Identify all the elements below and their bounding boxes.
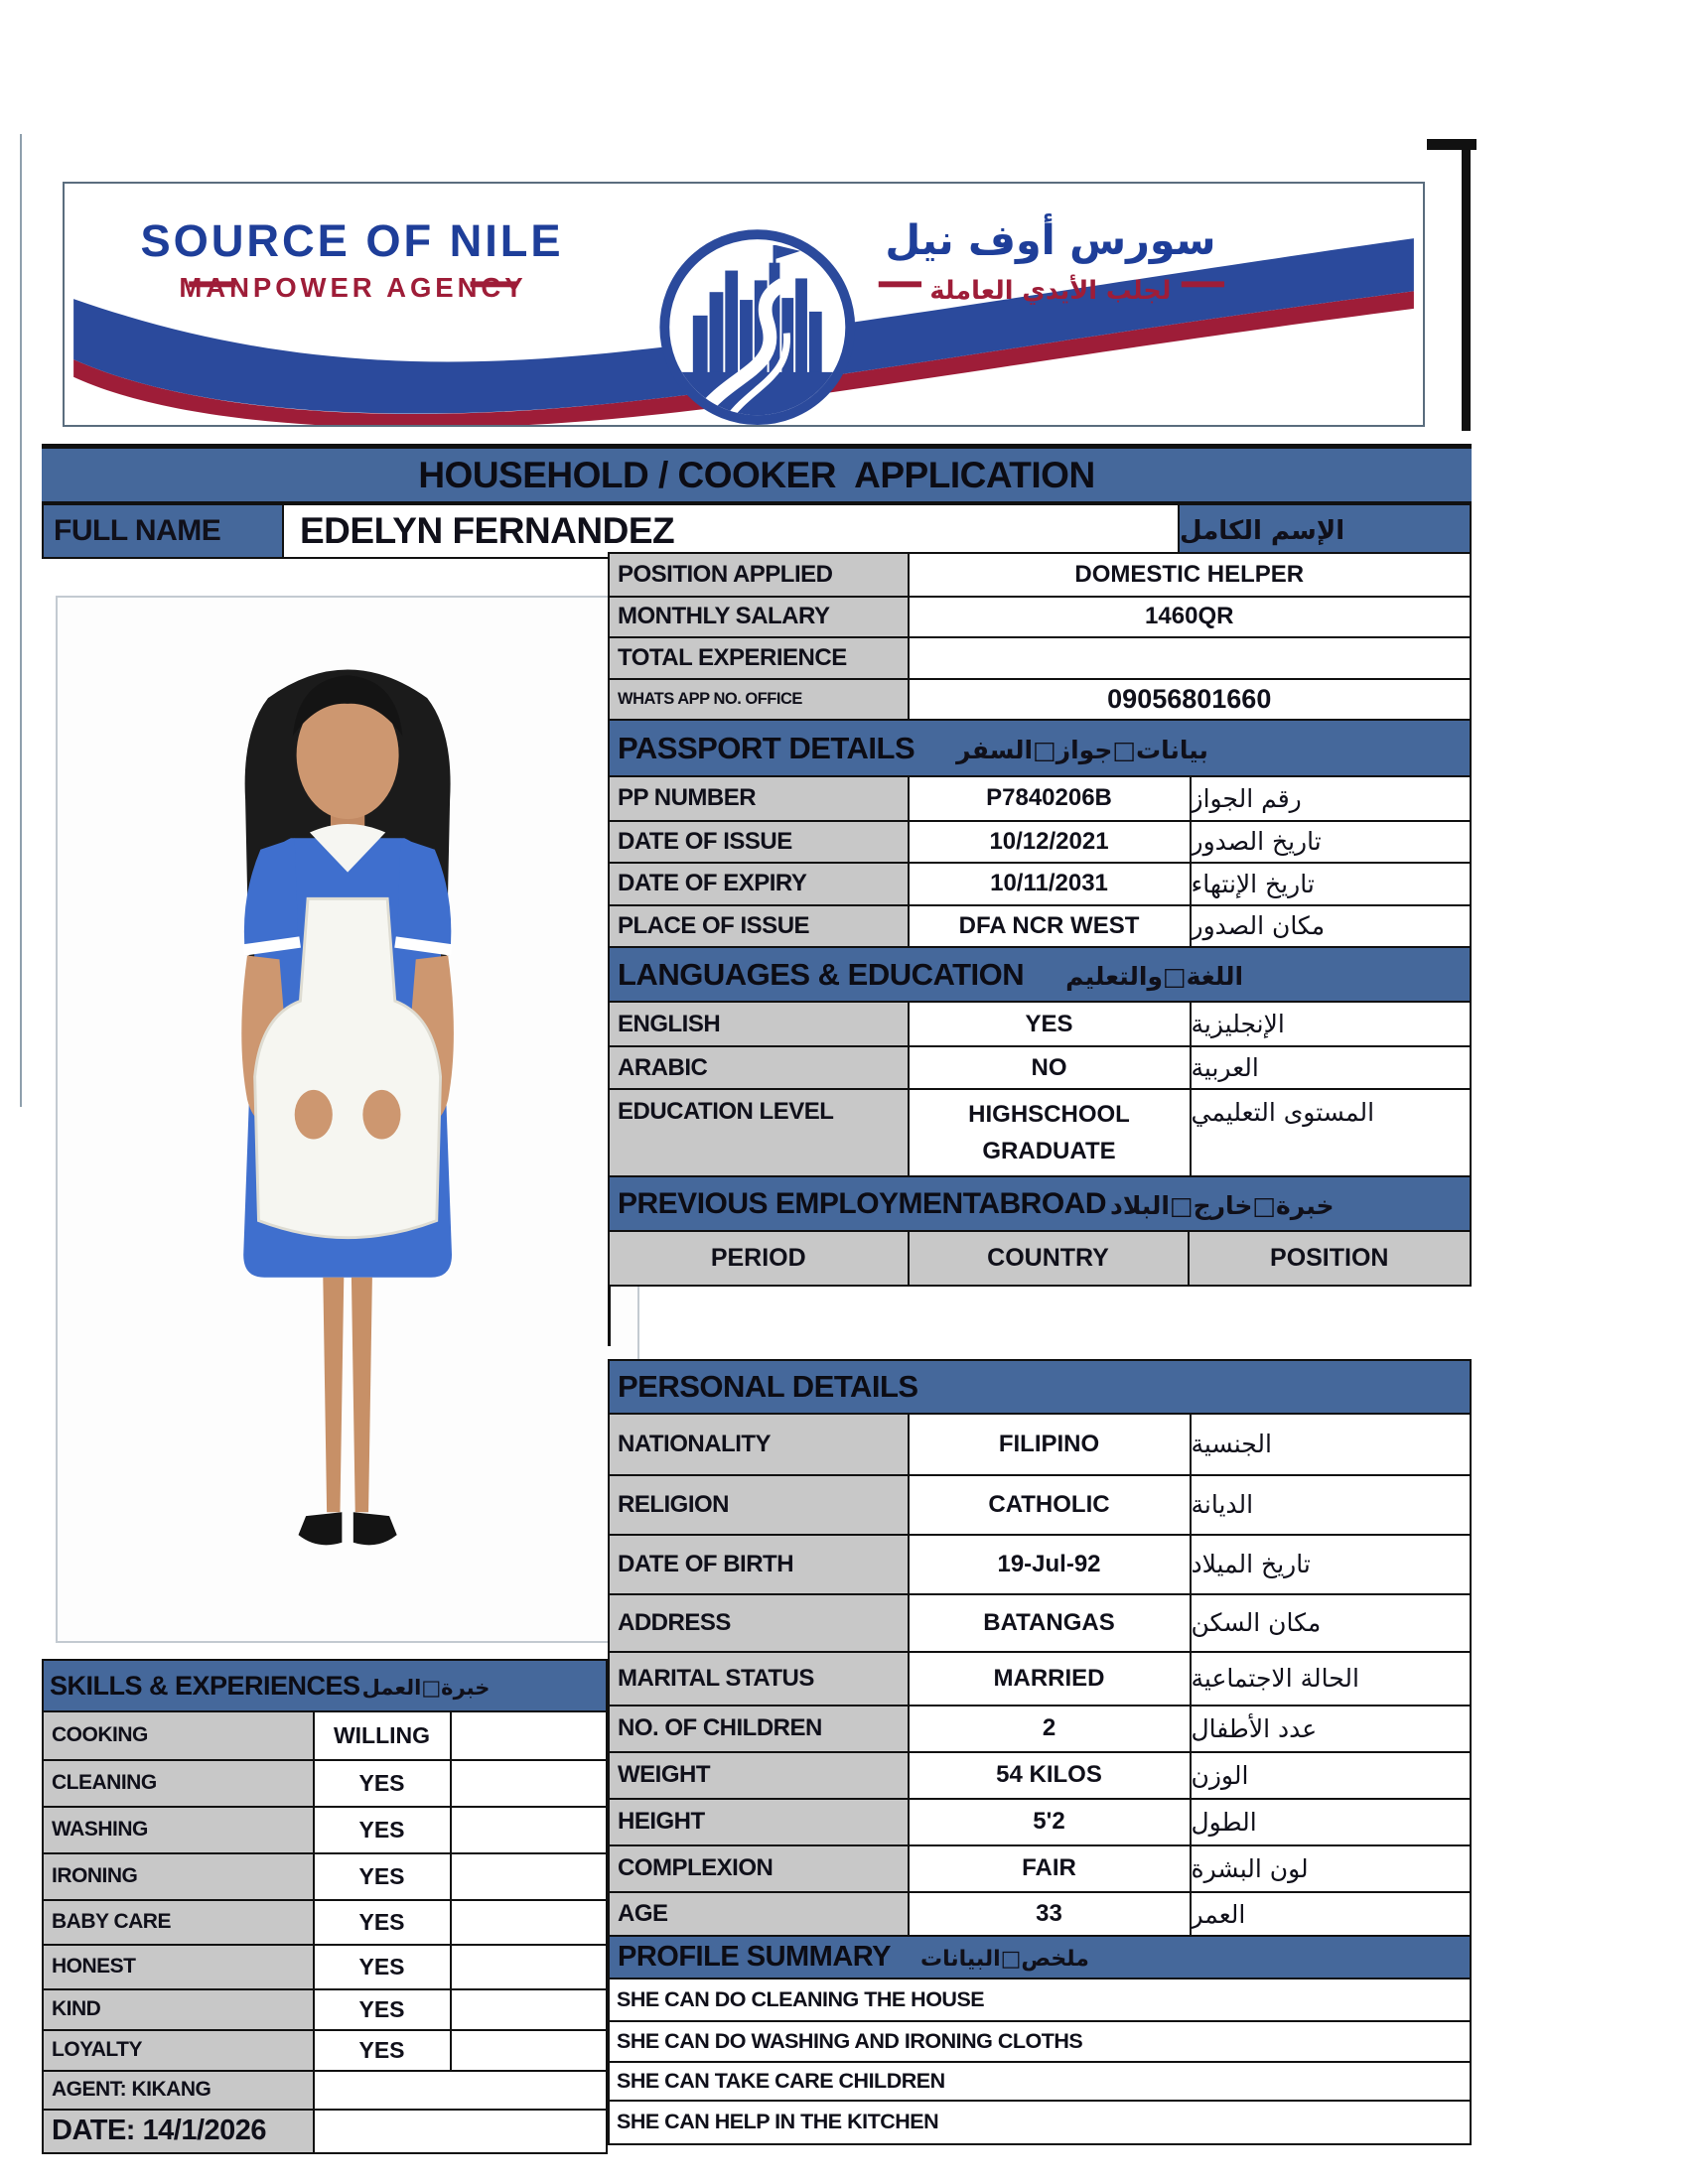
height-value: 5'2 xyxy=(1033,1808,1065,1835)
logo-emblem-icon xyxy=(664,234,850,420)
education-level-label-arabic: المستوى التعليمي xyxy=(1190,1090,1471,1175)
logo-name-en: SOURCE OF NILE xyxy=(140,214,564,266)
previous-employment-header xyxy=(608,1175,1472,1233)
table-row xyxy=(44,2029,606,2070)
children-value: 2 xyxy=(1042,1714,1056,1741)
marital-status-label-arabic: الحالة الاجتماعية xyxy=(1190,1653,1471,1705)
height-label-arabic: الطول xyxy=(1190,1800,1471,1844)
full-name-value: EDELYN FERNANDEZ xyxy=(284,505,1178,557)
honest-value: YES xyxy=(315,1946,452,1988)
pp-number-label-arabic: رقم الجواز xyxy=(1190,777,1471,820)
table-row xyxy=(610,1751,1470,1798)
country-column-header: COUNTRY xyxy=(910,1232,1190,1285)
age-label-arabic: العمر xyxy=(1190,1893,1471,1936)
full-name-label: FULL NAME xyxy=(44,505,284,557)
total-experience-label: TOTAL EXPERIENCE xyxy=(610,638,910,678)
arabic-label-arabic: العربية xyxy=(1190,1047,1471,1088)
profile-summary-item: SHE CAN HELP IN THE KITCHEN xyxy=(610,2100,1470,2143)
weight-value: 54 KILOS xyxy=(996,1761,1102,1788)
complexion-value: FAIR xyxy=(1022,1854,1076,1881)
table-row xyxy=(610,1891,1470,1936)
empty-cell xyxy=(452,1990,607,2029)
empty-cell xyxy=(315,2111,607,2152)
table-row xyxy=(44,1899,606,1944)
date-value: DATE: 14/1/2026 xyxy=(44,2111,315,2152)
kind-value: YES xyxy=(315,1990,452,2029)
table-row xyxy=(610,596,1470,637)
washing-value: YES xyxy=(315,1808,452,1852)
age-value: 33 xyxy=(1036,1900,1062,1927)
table-row xyxy=(610,1415,1470,1474)
profile-summary-item: SHE CAN DO CLEANING THE HOUSE xyxy=(610,1979,1470,2020)
ironing-value: YES xyxy=(315,1854,452,1899)
agent-value: AGENT: KIKANG xyxy=(44,2072,315,2109)
english-value: YES xyxy=(1025,1010,1073,1037)
empty-gap xyxy=(608,1287,1472,1359)
full-name-row xyxy=(42,503,1472,559)
empty-cell xyxy=(452,1808,607,1852)
table-row xyxy=(44,1944,606,1988)
scan-artifact-corner-bar xyxy=(1427,139,1477,150)
table-row xyxy=(610,1705,1470,1751)
languages-education-title: LANGUAGES & EDUCATION xyxy=(618,956,1025,992)
scan-artifact-right-line xyxy=(1462,139,1471,431)
table-row xyxy=(44,1988,606,2029)
table-row xyxy=(610,1045,1470,1088)
profile-summary-item: SHE CAN DO WASHING AND IRONING CLOTHS xyxy=(610,2020,1470,2061)
nationality-value: FILIPINO xyxy=(998,1430,1100,1457)
complexion-label-arabic: لون البشرة xyxy=(1190,1846,1471,1891)
loyalty-value: YES xyxy=(315,2031,452,2070)
profile-summary-item: SHE CAN TAKE CARE CHILDREN xyxy=(610,2061,1470,2100)
total-experience-value xyxy=(910,638,1471,678)
date-of-issue-label: DATE OF ISSUE xyxy=(610,822,910,863)
empty-cell xyxy=(452,2031,607,2070)
previous-employment-title: PREVIOUS EMPLOYMENTABROAD xyxy=(618,1186,1106,1220)
personal-details-table xyxy=(608,1413,1472,1938)
languages-education-title-arabic: اللغة□والتعليم xyxy=(1065,962,1244,991)
agency-logo-banner xyxy=(63,182,1425,427)
pp-number-value: P7840206B xyxy=(986,784,1112,812)
table-row xyxy=(610,862,1470,904)
cleaning-label: CLEANING xyxy=(44,1761,315,1806)
english-label-arabic: الإنجليزية xyxy=(1190,1003,1471,1045)
children-label-arabic: عدد الأطفال xyxy=(1190,1706,1471,1751)
religion-value: CATHOLIC xyxy=(988,1490,1110,1518)
arabic-value: NO xyxy=(1031,1053,1067,1081)
monthly-salary-label: MONTHLY SALARY xyxy=(610,598,910,637)
table-row xyxy=(44,1712,606,1759)
religion-label: RELIGION xyxy=(610,1476,910,1534)
weight-label: WEIGHT xyxy=(610,1753,910,1798)
place-of-issue-label-arabic: مكان الصدور xyxy=(1190,906,1471,947)
kind-label: KIND xyxy=(44,1990,315,2029)
table-row xyxy=(44,1852,606,1899)
address-label-arabic: مكان السكن xyxy=(1190,1595,1471,1651)
previous-employment-title-arabic: خبرة□خارج□البلاد xyxy=(1109,1191,1335,1220)
passport-details-title-arabic: بيانات□جواز□السفر xyxy=(956,736,1208,764)
ironing-label: IRONING xyxy=(44,1854,315,1899)
date-of-birth-value: 19-Jul-92 xyxy=(997,1550,1101,1577)
loyalty-label: LOYALTY xyxy=(44,2031,315,2070)
personal-details-title: PERSONAL DETAILS xyxy=(618,1369,918,1404)
place-of-issue-label: PLACE OF ISSUE xyxy=(610,906,910,947)
table-row xyxy=(610,1593,1470,1651)
languages-table xyxy=(608,1001,1472,1177)
table-row xyxy=(610,1534,1470,1593)
weight-label-arabic: الوزن xyxy=(1190,1753,1471,1798)
place-of-issue-value: DFA NCR WEST xyxy=(958,911,1140,939)
pp-number-label: PP NUMBER xyxy=(610,777,910,820)
date-of-expiry-value: 10/11/2031 xyxy=(990,870,1108,897)
honest-label: HONEST xyxy=(44,1946,315,1988)
arabic-label: ARABIC xyxy=(610,1047,910,1088)
skills-column xyxy=(42,1659,608,2154)
profile-summary-title-arabic: ملخص□البيانات xyxy=(919,1947,1089,1972)
applicant-figure xyxy=(64,618,632,1641)
height-label: HEIGHT xyxy=(610,1800,910,1844)
table-row xyxy=(610,1003,1470,1045)
skills-title-arabic: خبرة□العمل xyxy=(361,1676,491,1700)
empty-cell xyxy=(452,1761,607,1806)
age-label: AGE xyxy=(610,1893,910,1936)
details-column xyxy=(608,552,1472,2145)
marital-status-value: MARRIED xyxy=(993,1664,1105,1692)
position-applied-value: DOMESTIC HELPER xyxy=(1074,560,1305,588)
applicant-photo xyxy=(56,596,639,1643)
empty-cell xyxy=(452,1854,607,1899)
table-row xyxy=(610,1088,1470,1175)
personal-details-header xyxy=(608,1359,1472,1415)
baby-care-value: YES xyxy=(315,1901,452,1944)
position-applied-label: POSITION APPLIED xyxy=(610,554,910,596)
empty-cell xyxy=(452,1901,607,1944)
document-title-bar xyxy=(42,444,1472,503)
scan-artifact-left-line xyxy=(20,134,22,1107)
table-row xyxy=(44,1759,606,1806)
education-level-value: HIGHSCHOOL GRADUATE xyxy=(968,1101,1130,1165)
document-title: HOUSEHOLD / COOKER APPLICATION xyxy=(418,454,1095,495)
date-of-expiry-label-arabic: تاريخ الإنتهاء xyxy=(1190,864,1471,904)
date-of-birth-label-arabic: تاريخ الميلاد xyxy=(1190,1536,1471,1593)
table-row xyxy=(610,678,1470,720)
empty-cell xyxy=(452,1946,607,1988)
date-of-expiry-label: DATE OF EXPIRY xyxy=(610,864,910,904)
table-row xyxy=(610,1844,1470,1891)
cleaning-value: YES xyxy=(315,1761,452,1806)
nationality-label: NATIONALITY xyxy=(610,1415,910,1474)
skills-header xyxy=(42,1659,608,1712)
logo-tagline-en: MANPOWER AGENCY xyxy=(179,272,527,304)
logo-tagline-ar: لجلب الأيدي العاملة xyxy=(929,276,1172,307)
previous-employment-columns xyxy=(608,1230,1472,1287)
table-row xyxy=(610,1798,1470,1844)
table-row xyxy=(610,1474,1470,1534)
passport-table xyxy=(608,775,1472,948)
profile-summary-header xyxy=(608,1935,1472,1979)
table-row xyxy=(610,1232,1470,1285)
empty-cell xyxy=(452,1712,607,1759)
languages-education-header xyxy=(608,946,1472,1004)
religion-label-arabic: الديانة xyxy=(1190,1476,1471,1534)
empty-cell xyxy=(315,2072,607,2109)
table-row xyxy=(44,1806,606,1852)
skills-table xyxy=(42,1710,608,2154)
address-label: ADDRESS xyxy=(610,1595,910,1651)
period-column-header: PERIOD xyxy=(610,1232,910,1285)
whatsapp-office-value: 09056801660 xyxy=(1107,683,1272,714)
table-row xyxy=(610,1651,1470,1705)
date-of-issue-value: 10/12/2021 xyxy=(989,827,1109,855)
table-row xyxy=(610,777,1470,820)
education-level-label: EDUCATION LEVEL xyxy=(610,1090,910,1175)
position-column-header: POSITION xyxy=(1190,1232,1471,1285)
washing-label: WASHING xyxy=(44,1808,315,1852)
cooking-value: WILLING xyxy=(315,1712,452,1759)
table-row xyxy=(610,904,1470,947)
profile-summary-list xyxy=(608,1978,1472,2145)
nationality-label-arabic: الجنسية xyxy=(1190,1415,1471,1474)
logo-name-ar: سورس أوف نيل xyxy=(885,215,1216,264)
full-name-label-arabic: الإسم الكامل xyxy=(1178,505,1470,557)
table-border-stub xyxy=(608,1287,611,1346)
children-label: NO. OF CHILDREN xyxy=(610,1706,910,1751)
english-label: ENGLISH xyxy=(610,1003,910,1045)
address-value: BATANGAS xyxy=(983,1608,1115,1636)
date-of-birth-label: DATE OF BIRTH xyxy=(610,1536,910,1593)
table-row xyxy=(610,554,1470,596)
monthly-salary-value: 1460QR xyxy=(1145,603,1234,630)
skills-title: SKILLS & EXPERIENCES xyxy=(50,1670,360,1701)
table-row xyxy=(610,820,1470,863)
table-row xyxy=(610,636,1470,678)
agent-row xyxy=(44,2070,606,2109)
marital-status-label: MARITAL STATUS xyxy=(610,1653,910,1705)
passport-details-header xyxy=(608,719,1472,778)
cooking-label: COOKING xyxy=(44,1712,315,1759)
passport-details-title: PASSPORT DETAILS xyxy=(618,730,915,765)
profile-summary-title: PROFILE SUMMARY xyxy=(618,1941,891,1973)
complexion-label: COMPLEXION xyxy=(610,1846,910,1891)
date-of-issue-label-arabic: تاريخ الصدور xyxy=(1190,822,1471,863)
logo-graphic xyxy=(65,184,1423,425)
whatsapp-office-label: WHATS APP NO. OFFICE xyxy=(610,680,910,720)
date-row xyxy=(44,2109,606,2152)
application-table xyxy=(608,552,1472,721)
baby-care-label: BABY CARE xyxy=(44,1901,315,1944)
